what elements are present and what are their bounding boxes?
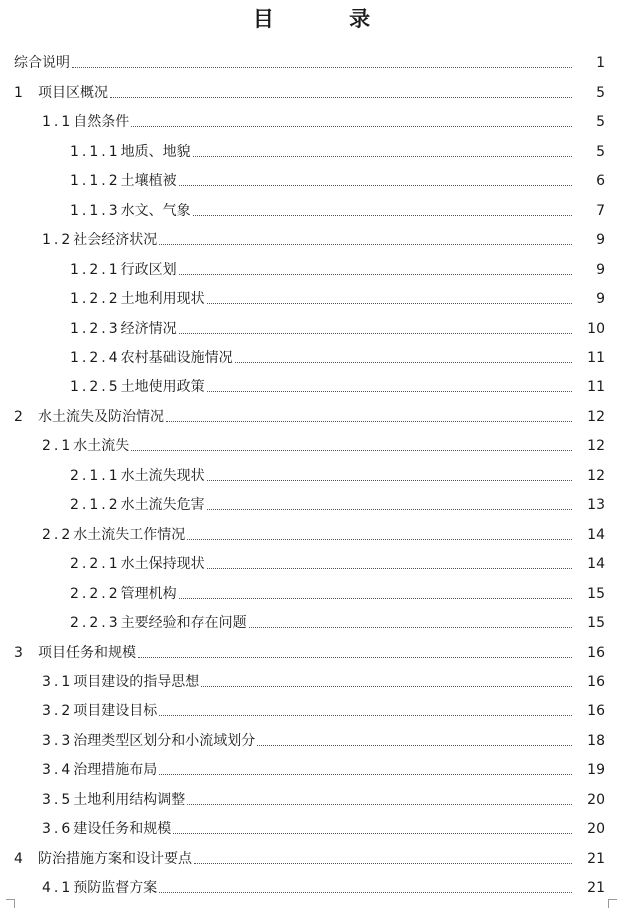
toc-entry-label: 项目任务和规模 [38, 644, 136, 661]
toc-entry-label: 项目建设目标 [73, 703, 158, 720]
toc-entry-page-number: 11 [587, 379, 605, 396]
toc-entry[interactable] [0, 103, 623, 132]
dot-leader [207, 302, 572, 304]
dot-leader [166, 420, 572, 422]
toc-entry-number: 1.1.3 [70, 202, 121, 219]
toc-entry-page-number: 20 [587, 821, 605, 838]
toc-entry-label: 治理类型区划分和小流域划分 [73, 732, 256, 749]
toc-entry[interactable] [0, 545, 623, 574]
toc-entry[interactable] [0, 309, 623, 338]
toc-entry-page-number: 15 [587, 585, 605, 602]
toc-entry-number: 2.2.1 [70, 556, 121, 573]
toc-entry[interactable] [0, 162, 623, 191]
toc-entry-page-number: 5 [596, 114, 605, 131]
toc-entry-number: 2.2.3 [70, 615, 121, 632]
toc-entry-label: 水土流失危害 [120, 497, 205, 514]
toc-entry-number: 4.1 [42, 880, 74, 897]
toc-entry-number: 1 [14, 84, 23, 101]
toc-entry-label: 经济情况 [120, 320, 177, 337]
toc-entry-page-number: 20 [587, 791, 605, 808]
toc-entry-label: 社会经济状况 [73, 232, 158, 249]
toc-entry[interactable] [0, 280, 623, 309]
toc-entry-page-number: 21 [587, 880, 605, 897]
dot-leader [201, 685, 572, 687]
toc-entry-page-number: 12 [587, 408, 605, 425]
toc-entry-label: 自然条件 [73, 114, 130, 131]
dot-leader [179, 597, 572, 599]
toc-entry-label: 预防监督方案 [73, 880, 158, 897]
toc-entry-page-number: 11 [587, 349, 605, 366]
toc-entry[interactable] [0, 73, 623, 102]
dot-leader [187, 803, 572, 805]
toc-entry[interactable] [0, 574, 623, 603]
toc-entry-number: 2.2 [42, 526, 74, 543]
toc-entry-number: 1.2.1 [70, 261, 121, 278]
page-corner-mark-left [6, 899, 15, 908]
toc-entry[interactable] [0, 604, 623, 633]
toc-entry[interactable] [0, 633, 623, 662]
dot-leader [207, 567, 572, 569]
toc-entry-page-number: 16 [587, 703, 605, 720]
dot-leader [72, 66, 572, 68]
toc-entry-label: 土地利用结构调整 [73, 791, 186, 808]
toc-entry-label: 地质、地貌 [120, 143, 191, 160]
toc-entry-number: 2 [14, 408, 23, 425]
dot-leader [249, 626, 572, 628]
toc-entry-page-number: 1 [596, 55, 605, 72]
dot-leader [179, 273, 572, 275]
dot-leader [110, 96, 572, 98]
table-of-contents [0, 44, 623, 898]
toc-entry-page-number: 15 [587, 615, 605, 632]
dot-leader [159, 714, 572, 716]
dot-leader [207, 390, 572, 392]
dot-leader [257, 744, 572, 746]
toc-entry-number: 1.1.2 [70, 173, 121, 190]
dot-leader [138, 656, 572, 658]
dot-leader [179, 332, 572, 334]
toc-entry-label: 水土流失现状 [120, 467, 205, 484]
dot-leader [207, 479, 572, 481]
toc-entry-number: 3.4 [42, 762, 74, 779]
toc-entry-page-number: 18 [587, 732, 605, 749]
toc-entry-label: 管理机构 [120, 585, 177, 602]
toc-entry[interactable] [0, 339, 623, 368]
toc-entry-number: 1.2.2 [70, 291, 121, 308]
toc-entry[interactable] [0, 132, 623, 161]
toc-entry-number: 1.1.1 [70, 143, 121, 160]
toc-entry-label: 水文、气象 [120, 202, 191, 219]
toc-entry-label: 治理措施布局 [73, 762, 158, 779]
toc-entry-page-number: 14 [587, 526, 605, 543]
toc-entry-page-number: 16 [587, 673, 605, 690]
toc-entry[interactable] [0, 221, 623, 250]
toc-entry[interactable] [0, 751, 623, 780]
dot-leader [159, 773, 572, 775]
toc-entry-label: 水土保持现状 [120, 556, 205, 573]
toc-entry-number: 1.2.5 [70, 379, 121, 396]
toc-entry-label: 土地利用现状 [120, 291, 205, 308]
toc-entry-number: 3.1 [42, 673, 74, 690]
toc-entry-number: 3 [14, 644, 23, 661]
toc-entry-label: 建设任务和规模 [73, 821, 172, 838]
toc-entry[interactable] [0, 44, 623, 73]
toc-entry-number: 1.2.3 [70, 320, 121, 337]
toc-entry-number: 1.2.4 [70, 349, 121, 366]
toc-entry-label: 主要经验和存在问题 [120, 615, 247, 632]
dot-leader [194, 862, 572, 864]
toc-entry-page-number: 6 [596, 173, 605, 190]
dot-leader [131, 125, 572, 127]
toc-entry-label: 土壤植被 [120, 173, 177, 190]
toc-entry[interactable] [0, 663, 623, 692]
toc-entry-number: 2.1.1 [70, 467, 121, 484]
toc-entry[interactable] [0, 721, 623, 750]
toc-entry-label: 水土流失工作情况 [73, 526, 186, 543]
dot-leader [179, 184, 572, 186]
toc-entry[interactable] [0, 692, 623, 721]
toc-entry[interactable] [0, 456, 623, 485]
toc-entry-number: 2.1.2 [70, 497, 121, 514]
dot-leader [159, 243, 572, 245]
dot-leader [207, 508, 572, 510]
toc-entry-page-number: 9 [596, 261, 605, 278]
toc-entry-number: 4 [14, 850, 23, 867]
toc-entry-label: 防治措施方案和设计要点 [38, 850, 192, 867]
toc-entry[interactable] [0, 869, 623, 898]
page-corner-mark-right [608, 899, 617, 908]
toc-entry-number: 3.6 [42, 821, 74, 838]
toc-entry-page-number: 12 [587, 467, 605, 484]
toc-entry-page-number: 9 [596, 291, 605, 308]
toc-entry[interactable] [0, 191, 623, 220]
toc-entry[interactable] [0, 810, 623, 839]
dot-leader [193, 155, 572, 157]
toc-entry-label: 水土流失及防治情况 [38, 408, 164, 425]
toc-entry-page-number: 5 [596, 143, 605, 160]
toc-entry[interactable] [0, 515, 623, 544]
toc-entry-number: 1.1 [42, 114, 74, 131]
toc-entry[interactable] [0, 250, 623, 279]
toc-entry[interactable] [0, 397, 623, 426]
dot-leader [193, 214, 572, 216]
page-title: 目 录 [252, 7, 405, 31]
toc-entry-number: 3.5 [42, 791, 74, 808]
toc-entry-number: 1.2 [42, 232, 74, 249]
dot-leader [187, 538, 572, 540]
toc-entry-page-number: 9 [596, 232, 605, 249]
toc-entry-page-number: 12 [587, 438, 605, 455]
toc-entry-label: 土地使用政策 [120, 379, 205, 396]
dot-leader [159, 891, 572, 893]
toc-entry-number: 2.2.2 [70, 585, 121, 602]
toc-entry-page-number: 14 [587, 556, 605, 573]
toc-entry-label: 农村基础设施情况 [120, 349, 233, 366]
toc-entry-label: 项目区概况 [38, 84, 108, 101]
toc-entry-page-number: 5 [596, 84, 605, 101]
dot-leader [173, 832, 572, 834]
toc-entry[interactable] [0, 486, 623, 515]
toc-entry-page-number: 21 [587, 850, 605, 867]
toc-entry-label: 项目建设的指导思想 [73, 673, 200, 690]
toc-entry[interactable] [0, 839, 623, 868]
toc-entry-number: 2.1 [42, 438, 74, 455]
toc-entry-page-number: 19 [587, 762, 605, 779]
toc-entry-page-number: 13 [587, 497, 605, 514]
toc-entry-page-number: 16 [587, 644, 605, 661]
toc-entry-label: 综合说明 [14, 55, 70, 72]
toc-entry-label: 行政区划 [120, 261, 177, 278]
toc-entry-label: 水土流失 [73, 438, 130, 455]
toc-entry-number: 3.2 [42, 703, 74, 720]
toc-entry[interactable] [0, 427, 623, 456]
toc-entry-number: 3.3 [42, 732, 74, 749]
dot-leader [235, 361, 572, 363]
toc-entry-page-number: 10 [587, 320, 605, 337]
toc-entry[interactable] [0, 368, 623, 397]
dot-leader [131, 449, 572, 451]
toc-entry-page-number: 7 [596, 202, 605, 219]
toc-entry[interactable] [0, 780, 623, 809]
